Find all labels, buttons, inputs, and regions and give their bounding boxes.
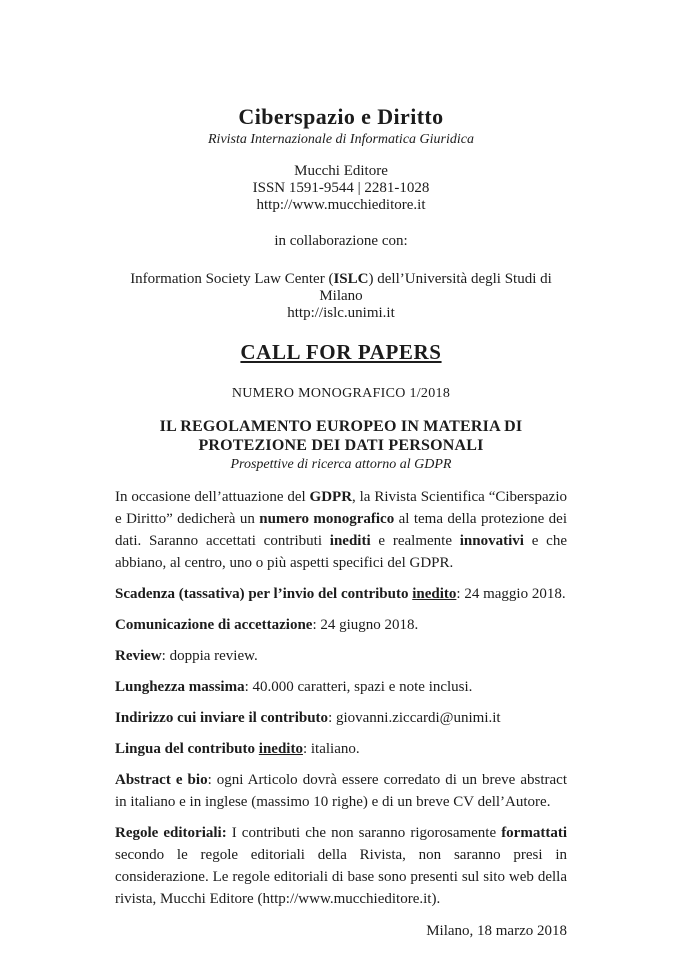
call-for-papers-body — [115, 340, 567, 940]
call-for-papers-heading: CALL FOR PAPERS — [240, 340, 442, 364]
issue-number: NUMERO MONOGRAFICO 1/2018 — [231, 386, 451, 401]
monograph-subtitle: Prospettive di ricerca attorno al GDPR — [230, 457, 452, 472]
submission-address-item: Indirizzo cui inviare il contributo: giovanni.ziccardi@unimi.it — [115, 710, 501, 726]
max-length-item: Lunghezza massima: 40.000 caratteri, spazi e note inclusi. — [115, 679, 473, 695]
partner-line: Information Society Law Center (ISLC) dell’Università degli Studi di Milano — [130, 271, 552, 304]
dateline: Milano, 18 marzo 2018 — [426, 923, 567, 939]
issn-line: ISSN 1591-9544 | 2281-1028 — [252, 180, 430, 196]
journal-subtitle: Rivista Internazionale di Informatica Giuridica — [208, 132, 474, 147]
journal-title: Ciberspazio e Diritto — [238, 104, 444, 129]
monograph-title: IL REGOLAMENTO EUROPEO IN MATERIA DI PROTEZIONE DEI DATI PERSONALI — [159, 418, 523, 454]
deadline-item: Scadenza (tassativa) per l’invio del contributo inedito: 24 maggio 2018. — [115, 586, 566, 602]
language-item: Lingua del contributo inedito: italiano. — [115, 741, 360, 757]
intro-paragraph: In occasione dell’attuazione del GDPR, la Rivista Scientifica “Ciberspazio e Diritto” dedicherà un numero monografico al tema della protezione dei dati. Saranno accettati contributi inediti e realmente innovativi e che abbiano, al centro, uno o più aspetti specifici del GDPR. — [115, 489, 567, 571]
publisher-block — [115, 163, 567, 214]
partner-block — [115, 271, 567, 322]
acceptance-item: Comunicazione di accettazione: 24 giugno 2018. — [115, 617, 419, 633]
review-item: Review: doppia review. — [115, 648, 258, 664]
abstract-bio-item: Abstract e bio: ogni Articolo dovrà essere corredato di un breve abstract in italiano e in inglese (massimo 10 righe) e di un breve CV dell’Autore. — [115, 772, 567, 810]
publisher-url: http://www.mucchieditore.it — [256, 197, 426, 213]
collaboration-intro: in collaborazione con: — [274, 233, 408, 249]
publisher-name: Mucchi Editore — [294, 163, 388, 179]
editorial-rules-item: Regole editoriali: I contributi che non saranno rigorosamente formattati secondo le regole editoriali della Rivista, non saranno presi in considerazione. Le regole editoriali di base sono presenti sul sito web della rivista, Mucchi Editore (http://www.mucchieditore.it). — [115, 825, 567, 907]
partner-url: http://islc.unimi.it — [287, 305, 395, 321]
masthead — [115, 104, 567, 322]
